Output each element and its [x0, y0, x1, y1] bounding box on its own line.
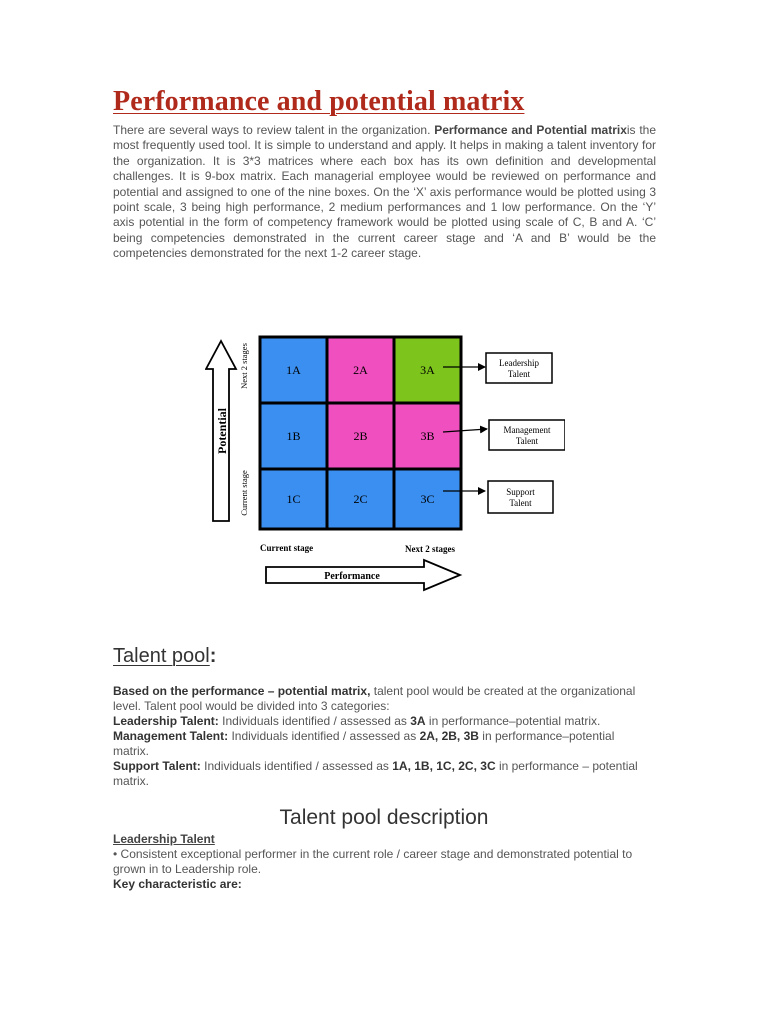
support-talent-boxes: 1A, 1B, 1C, 2C, 3C: [392, 759, 496, 773]
management-talent-label: Management Talent:: [113, 729, 229, 743]
talent-pool-intro-bold: Based on the performance – potential matrix,: [113, 684, 371, 698]
talent-pool-description-heading: Talent pool description: [279, 806, 489, 829]
leadership-talent-boxes: 3A: [410, 714, 426, 728]
page-title: Performance and potential matrix: [113, 86, 525, 117]
talent-pool-heading-text: Talent pool: [113, 645, 210, 667]
talent-pool-body: [113, 684, 653, 789]
leadership-talent-suffix: in performance–potential matrix.: [425, 714, 601, 728]
matrix-svg: [205, 330, 565, 595]
talent-pool-intro-text: talent pool would be created at the organizational level. Talent pool would be divided into 3 categories:: [113, 684, 636, 713]
x-left-label: Current stage: [260, 543, 314, 553]
support-talent-line: [113, 759, 653, 789]
talent-pool-description-body: [113, 832, 653, 892]
management-talent-line1: Management: [503, 425, 551, 435]
support-talent-box: [488, 481, 553, 513]
support-talent-suffix: in performance – potential matrix.: [113, 759, 638, 788]
intro-paragraph: [113, 123, 656, 262]
talent-pool-intro: [113, 684, 653, 714]
matrix-cell-label-1c: 1C: [286, 492, 301, 506]
management-talent-line2: Talent: [515, 436, 539, 446]
matrix-cell-label-3b: 3B: [420, 429, 435, 443]
matrix-cell-label-2a: 2A: [353, 363, 368, 377]
matrix-cell-label-2b: 2B: [353, 429, 368, 443]
matrix-grid: [260, 337, 461, 529]
matrix-cell-label-1a: 1A: [286, 363, 301, 377]
management-talent-boxes: 2A, 2B, 3B: [419, 729, 479, 743]
support-talent-text: Individuals identified / assessed as: [200, 759, 393, 773]
management-talent-line: [113, 729, 653, 759]
performance-potential-matrix-figure: [205, 330, 565, 595]
y-top-label: Next 2 stages: [239, 343, 249, 389]
leadership-bullet: • Consistent exceptional performer in the current role / career stage and demonstrated potential to grown in to Leadership role.: [113, 847, 633, 876]
talent-pool-heading-colon: :: [209, 645, 217, 667]
y-bottom-label: Current stage: [239, 470, 249, 516]
intro-text-2: is the most frequently used tool. It is simple to understand and apply. It helps in making a talent inventory for the organization. It is 3*3 matrices where each box has its own definition and developmental challenges. It is 9-box matrix. Each managerial employee would be reviewed on performance and potential and assigned to one of the nine boxes. On the ‘X’ axis performance would be plotted using 3 point scale, 3 being high performance, 2 medium performances and 1 low performance. On the ‘Y’ axis potential in the form of competency framework would be plotted using scale of C, B and A. ‘C’ being competencies demonstrated in the current career stage and ‘A and B’ would be the competencies demonstrated for the next 1-2 career stage.: [113, 123, 657, 261]
leadership-talent-line2: Talent: [507, 369, 531, 379]
management-talent-text: Individuals identified / assessed as: [228, 729, 420, 743]
management-talent-suffix: in performance–potential matrix.: [113, 729, 615, 758]
talent-pool-heading: [113, 645, 216, 668]
leadership-talent-text: Individuals identified / assessed as: [218, 714, 411, 728]
leadership-talent-line1: Leadership: [499, 358, 539, 368]
support-talent-line2: Talent: [509, 498, 532, 508]
intro-bold-term: Performance and Potential matrix: [434, 123, 627, 137]
matrix-cell-label-3a: 3A: [420, 363, 435, 377]
intro-text-1: There are several ways to review talent in the organization.: [113, 123, 435, 137]
matrix-cell-label-2c: 2C: [353, 492, 368, 506]
matrix-cell-label-3c: 3C: [420, 492, 435, 506]
y-axis-label: Potential: [215, 408, 229, 454]
matrix-cell-label-1b: 1B: [286, 429, 301, 443]
leadership-talent-link[interactable]: Leadership Talent: [113, 832, 215, 846]
support-talent-label: Support Talent:: [113, 759, 201, 773]
key-characteristic-label: Key characteristic are:: [113, 877, 242, 891]
leadership-talent-line: [113, 714, 653, 729]
x-axis-label: Performance: [324, 571, 380, 582]
support-talent-line1: Support: [506, 487, 535, 497]
x-right-label: Next 2 stages: [405, 544, 455, 554]
leadership-talent-label: Leadership Talent:: [113, 714, 219, 728]
